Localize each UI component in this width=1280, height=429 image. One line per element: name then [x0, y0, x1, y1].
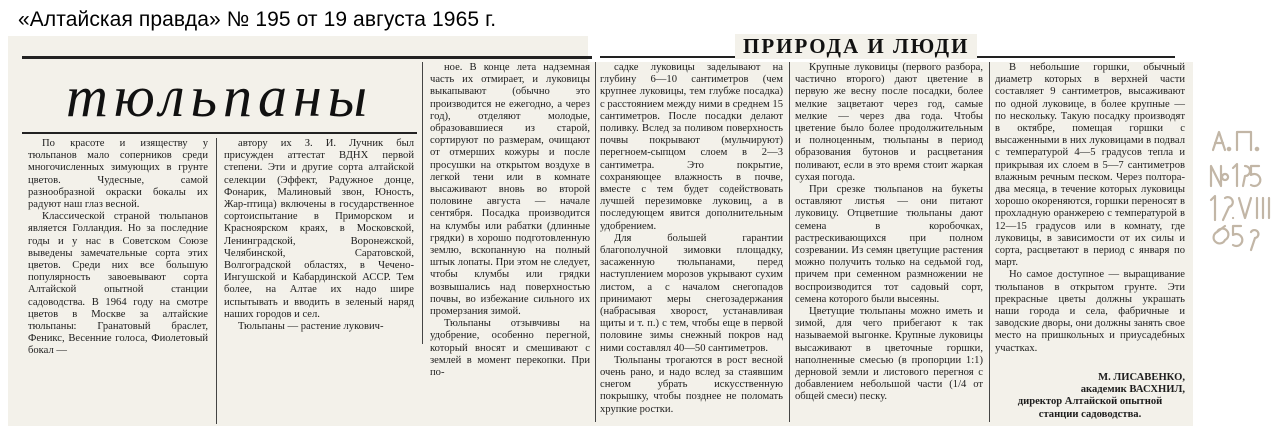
article-column-1: [28, 138, 208, 424]
article-column-2: [224, 138, 414, 344]
paragraph: При срезке тюльпанов на букеты оставляют листья — они питают луковицу. Отцветшие тюльпаны дают семена в коробочках, растрескивающихся при полном созревании. Из семян цветущие растения можно получить только на седьмой год, причем при семенном размножении не воспроизводится тот садовый сорт, семена которого были высеяны.: [795, 184, 983, 305]
headline-rule: [22, 132, 417, 134]
column-divider: [216, 138, 217, 424]
paragraph: Тюльпаны — растение лукович-: [238, 321, 384, 333]
paragraph: Тюльпаны трогаются в рост весной очень рано, и надо вслед за стаявшим снегом убрать искусственную покрышку, чтобы позднее не поломать хрупкие ростки.: [600, 354, 783, 415]
paragraph: Цветущие тюльпаны можно иметь и зимой, для чего прибегают к так называемой выгонке. Крупные луковицы высаживают в цветочные горшки, наполненные смесью (в пропорции 1:1) дерновой земли и листового перегноя с добавлением небольшой части (1/4 от общей смеси) песку.: [795, 306, 983, 403]
article-headline: тюльпаны: [65, 63, 374, 129]
paragraph: Классической страной тюльпанов является Голландия. Но за последние годы и у нас в Советском Союзе выведены замечательные сорта этих цветов. Среди них все большую популярность завоевывают сорта Алтайской опытной станции садоводства. В 1964 году на смотре цветов в Москве за алтайские тюльпаны: Гранатовый браслет, Феникс, Весенние голоса, Фиолетовый бокал —: [28, 211, 208, 357]
article-column-3: [430, 62, 590, 379]
paragraph: ное. В конце лета надземная часть их отмирает, и луковицы выкапывают (обычно это производится не ежегодно, а через год), отделяют молодые, образовавшиеся из старой, сортируют по размерам, очищают от отмерших кожуры и после просушки на открытом воздухе в легкой тени или в комнате высаживают вновь во второй половине августа — начале сентября. Посадка производится на клумбы или рабатки (длинные грядки) в хорошо подготовленную землю, вскопанную на полный штык лопаты. При этом не следует, чтобы клумбы или грядки возвышались над поверхностью почвы, во избежание сильного их промерзания зимой.: [430, 62, 590, 318]
section-title: ПРИРОДА И ЛЮДИ: [735, 34, 977, 59]
article-column-5: [795, 62, 983, 420]
signature-title: академик ВАСХНИЛ,: [1080, 384, 1185, 396]
signature-institution: станции садоводства.: [1038, 408, 1142, 420]
paragraph: садке луковицы заделывают на глубину 6—10 сантиметров (чем крупнее луковицы, тем глубже посадка) с расстоянием между ними в среднем 15 сантиметров. После посадки делают поливку. Вслед за поливом поверхность почвы покрывают (мульчируют) перегноем-сыпцом слоем в 2—3 сантиметра. Это покрытие, сохраняющее влажность в почве, вместе с тем будет содействовать лучшей перезимовке луковиц, а в последующем явится дополнительным удобрением.: [600, 62, 783, 232]
handwritten-annotation: [1205, 128, 1275, 258]
paragraph: автору их З. И. Лучник был присужден аттестат ВДНХ первой степени. Эти и другие сорта алтайской селекции (Эффект, Радужное донце, Фонарик, Малиновый звон, Юность, Жар-птица) включены в государственное сортоиспытание в Приморском и Красноярском краях, в Московской, Ленинградской, Воронежской, Челябинской, Саратовской, Волгоградской областях, в Чечено-Ингушской и Кабардинской АССР. Тем более, на Алтае их надо шире испытывать и вводить в зеленый наряд наших городов и сел.: [224, 138, 414, 320]
signature-position: директор Алтайской опытной: [1017, 396, 1163, 408]
column-divider: [789, 62, 790, 422]
signature-name: М. ЛИСАВЕНКО,: [1098, 372, 1185, 383]
paragraph: Крупные луковицы (первого разбора, частично второго) дают цветение в первую же весну после посадки, более мелкие зацветают через год, самые мелкие — через два года. Чтобы цветение было более продолжительным и полноценным, тюльпаны в период образования бутонов и расцветания поливают, если в это время стоит жаркая сухая погода.: [795, 62, 983, 183]
article-column-4: [600, 62, 783, 420]
top-rule-left: [22, 56, 592, 59]
column-divider: [595, 62, 596, 422]
article-column-6: [995, 62, 1185, 362]
author-signature: [995, 372, 1185, 421]
paragraph: Но самое доступное — выращивание тюльпанов в открытом грунте. Эти прекрасные цветы должны украшать наши города и села, фабричные и заводские дворы, они должны занять свое место на пришкольных и приусадебных участках.: [995, 269, 1185, 354]
paragraph: В небольшие горшки, обычный диаметр которых в верхней части составляет 9 сантиметров, высаживают по одной луковице, в более крупные — по нескольку. Такую посадку производят в октябре, помещая горшки с высаженными в них луковицами в подвал с температурой 4—5 градусов тепла и прикрывая их слоем в 5—7 сантиметров влажным речным песком. Через полтора-два месяца, в течение которых луковицы хорошо окореняются, горшки переносят в прохладную оранжерею с температурой в 12—15 градусов или в комнату, где луковицы, в зависимости от их силы и сорта, расцветают в период с января по март.: [995, 62, 1185, 269]
paragraph: Для большей гарантии благополучной зимовки площадку, засаженную тюльпанами, перед наступлением морозов укрывают сухим листом, а с началом снегопадов принимают меры снегозадержания (набрасывая хворост, устанавливая щиты и т. п.) с тем, чтобы еще в первой половине зимы снежный покров над ними составлял 40—50 сантиметров.: [600, 232, 783, 354]
paragraph: Тюльпаны отзывчивы на удобрение, особенно перегной, который вносят и смешивают с землей в момент перекопки. При по-: [430, 318, 590, 379]
paragraph: По красоте и изяществу у тюльпанов мало соперников среди многочисленных зимующих в грунте цветов. Чудесные, самой разнообразной окраски бокалы их радуют наш глаз весной.: [28, 138, 208, 211]
page-caption: «Алтайская правда» № 195 от 19 августа 1965 г.: [18, 8, 497, 31]
column-divider: [989, 62, 990, 422]
column-divider: [422, 62, 423, 344]
